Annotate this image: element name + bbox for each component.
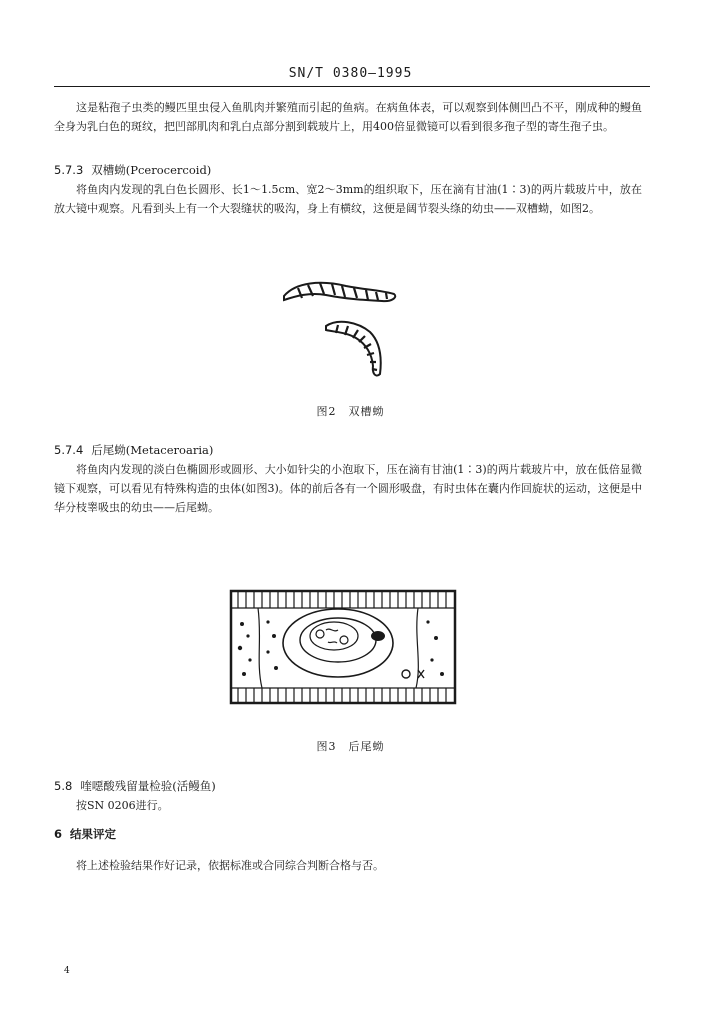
figure-3-caption: 图3 后尾蚴	[316, 740, 385, 753]
section-6-heading	[54, 826, 116, 842]
section-number: 5.7.4	[54, 443, 84, 457]
section-number: 5.7.3	[54, 163, 84, 177]
section-5-7-4-body: 将鱼肉内发现的淡白色椭圆形或圆形、大小如针尖的小泡取下，压在滴有甘油(1∶3)的两片载玻片中，放在低倍显微镜下观察，可以看见有特殊构造的虫体(如图3)。体的前后各有一个圆形吸盘，有时虫体在囊内作回旋状的运动，这便是中华分枝睾吸虫的幼虫——后尾蚴。	[54, 463, 642, 514]
figure-3-drawing	[228, 588, 458, 706]
section-title: 结果评定	[70, 827, 117, 841]
section-title: 后尾蚴(Metaceroaria)	[91, 443, 214, 457]
section-5-8-body: 按SN 0206进行。	[76, 799, 169, 812]
larva-lower	[326, 322, 381, 376]
intro-paragraph: 这是粘孢子虫类的鳗匹里虫侵入鱼肌肉并繁殖而引起的鱼病。在病鱼体表，可以观察到体侧凹凸不平，刚成种的鳗鱼全身为乳白色的斑纹，把凹部肌肉和乳白点部分割到载玻片上，用400倍显微镜可以看到很多孢子型的寄生孢子虫。	[54, 101, 642, 133]
section-5-7-4-heading	[54, 442, 213, 458]
section-number: 5.8	[54, 779, 73, 793]
section-number: 6	[54, 827, 63, 841]
figure-2-drawing	[276, 270, 406, 385]
standard-code: SN/T 0380—1995	[288, 66, 413, 81]
page-number: 4	[64, 966, 70, 976]
section-5-7-3-body: 将鱼肉内发现的乳白色长圆形、长1～1.5cm、宽2～3mm的组织取下，压在滴有甘油(1∶3)的两片载玻片中，放在放大镜中观察。凡看到头上有一个大裂缝状的吸沟，身上有横纹，这便是阔节裂头绦的幼虫——双槽蚴，如图2。	[54, 183, 642, 215]
section-title: 双槽蚴(Pcerocercoid)	[91, 163, 212, 177]
section-title: 喹噁酸残留量检验(活鳗鱼)	[80, 779, 216, 793]
section-5-7-3-heading	[54, 162, 211, 178]
figure-2-caption: 图2 双槽蚴	[316, 405, 385, 418]
section-6-body: 将上述检验结果作好记录，依据标准或合同综合判断合格与否。	[76, 859, 384, 872]
section-5-8-heading	[54, 778, 216, 794]
header-rule	[54, 86, 650, 87]
